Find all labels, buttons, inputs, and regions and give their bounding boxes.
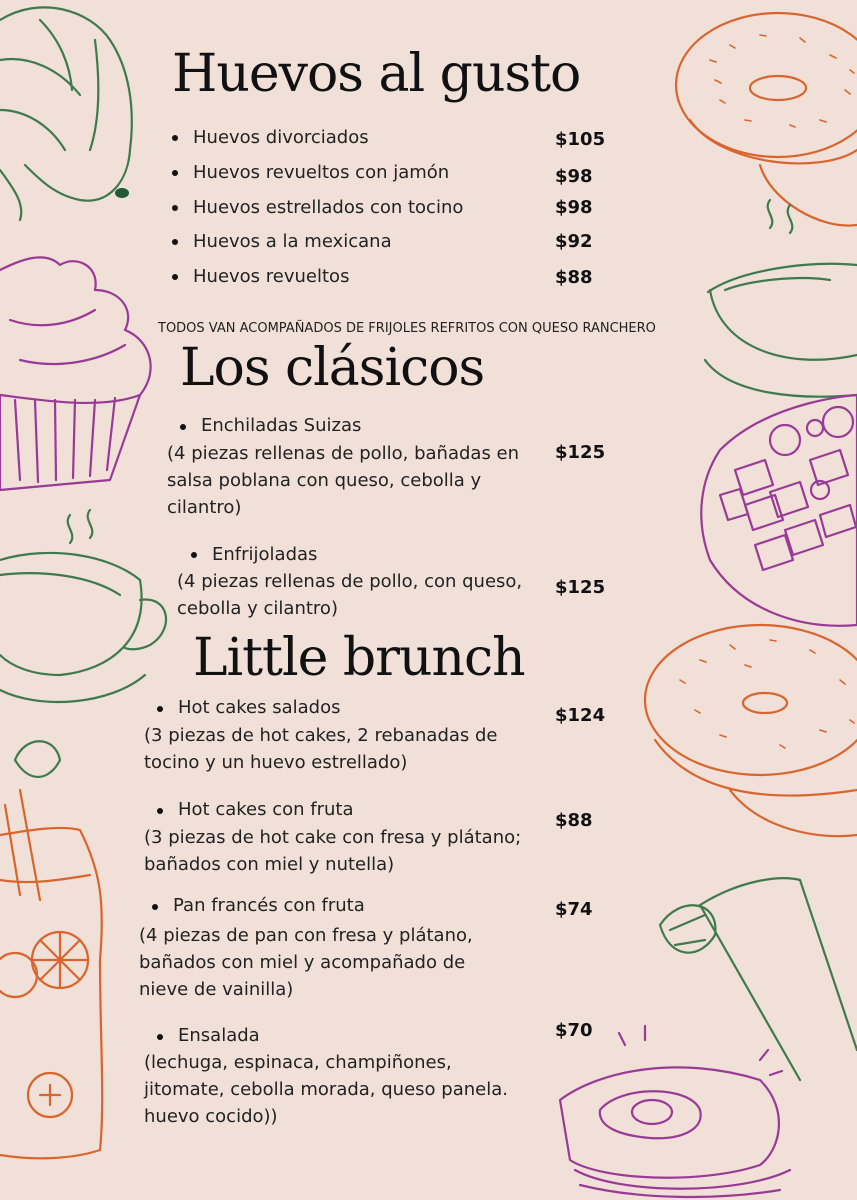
- bullet: [180, 424, 186, 430]
- item-description: bañados con miel y nutella): [144, 854, 395, 875]
- bullet: [172, 274, 178, 280]
- section-title-little-brunch: Little brunch: [193, 628, 525, 688]
- bullet: [157, 808, 163, 814]
- item-name: Huevos a la mexicana: [193, 231, 392, 252]
- item-description: (4 piezas rellenas de pollo, bañadas en: [167, 443, 520, 464]
- item-price: $88: [555, 810, 593, 831]
- item-name: Huevos revueltos con jamón: [193, 162, 450, 183]
- section-title-clasicos: Los clásicos: [180, 338, 485, 398]
- waffle-icon: [701, 395, 857, 626]
- item-description: (3 piezas de hot cake con fresa y plátano;: [144, 827, 522, 848]
- item-name: Ensalada: [178, 1025, 260, 1046]
- bullet: [172, 205, 178, 211]
- croissant-icon: [0, 7, 132, 220]
- item-name: Huevos estrellados con tocino: [193, 197, 464, 218]
- bullet: [157, 1034, 163, 1040]
- donut-icon: [645, 625, 857, 836]
- item-description: huevo cocido)): [144, 1106, 278, 1127]
- bullet: [172, 239, 178, 245]
- item-price: $74: [555, 899, 593, 920]
- item-price: $125: [555, 442, 606, 463]
- item-name: Huevos revueltos: [193, 266, 350, 287]
- item-description: (3 piezas de hot cakes, 2 rebanadas de: [144, 725, 498, 746]
- item-description: nieve de vainilla): [139, 979, 294, 1000]
- toast-egg-icon: [560, 1026, 790, 1197]
- item-name: Hot cakes con fruta: [178, 799, 354, 820]
- item-description: tocino y un huevo estrellado): [144, 752, 408, 773]
- item-price: $125: [555, 577, 606, 598]
- item-price: $98: [555, 197, 593, 218]
- item-name: Huevos divorciados: [193, 127, 369, 148]
- bullet: [152, 904, 158, 910]
- item-price: $70: [555, 1020, 593, 1041]
- item-price: $98: [555, 166, 593, 187]
- coffee-cup-icon: [0, 510, 166, 702]
- bullet: [157, 706, 163, 712]
- bullet: [191, 552, 197, 558]
- item-description: (4 piezas rellenas de pollo, con queso,: [177, 571, 523, 592]
- item-price: $88: [555, 267, 593, 288]
- cupcake-icon: [0, 257, 151, 490]
- drink-jar-icon: [0, 741, 102, 1158]
- coffee-cup-icon: [705, 200, 857, 397]
- item-name: Hot cakes salados: [178, 697, 341, 718]
- item-price: $124: [555, 705, 606, 726]
- item-name: Pan francés con fruta: [173, 895, 365, 916]
- item-description: (4 piezas de pan con fresa y plátano,: [139, 925, 473, 946]
- bullet: [172, 135, 178, 141]
- item-price: $92: [555, 231, 593, 252]
- item-price: $105: [555, 129, 606, 150]
- item-description: cilantro): [167, 497, 242, 518]
- item-description: cebolla y cilantro): [177, 598, 338, 619]
- item-description: (lechuga, espinaca, champiñones,: [144, 1052, 452, 1073]
- item-description: bañados con miel y acompañado de: [139, 952, 466, 973]
- item-description: salsa poblana con queso, cebolla y: [167, 470, 482, 491]
- champagne-glass-icon: [660, 878, 857, 1080]
- section-note: TODOS VAN ACOMPAÑADOS DE FRIJOLES REFRITOS CON QUESO RANCHERO: [158, 321, 656, 336]
- section-title-huevos: Huevos al gusto: [172, 44, 581, 104]
- item-name: Enchiladas Suizas: [201, 415, 362, 436]
- bagel-icon: [676, 13, 857, 226]
- bullet: [172, 170, 178, 176]
- item-description: jitomate, cebolla morada, queso panela.: [144, 1079, 508, 1100]
- item-name: Enfrijoladas: [212, 544, 318, 565]
